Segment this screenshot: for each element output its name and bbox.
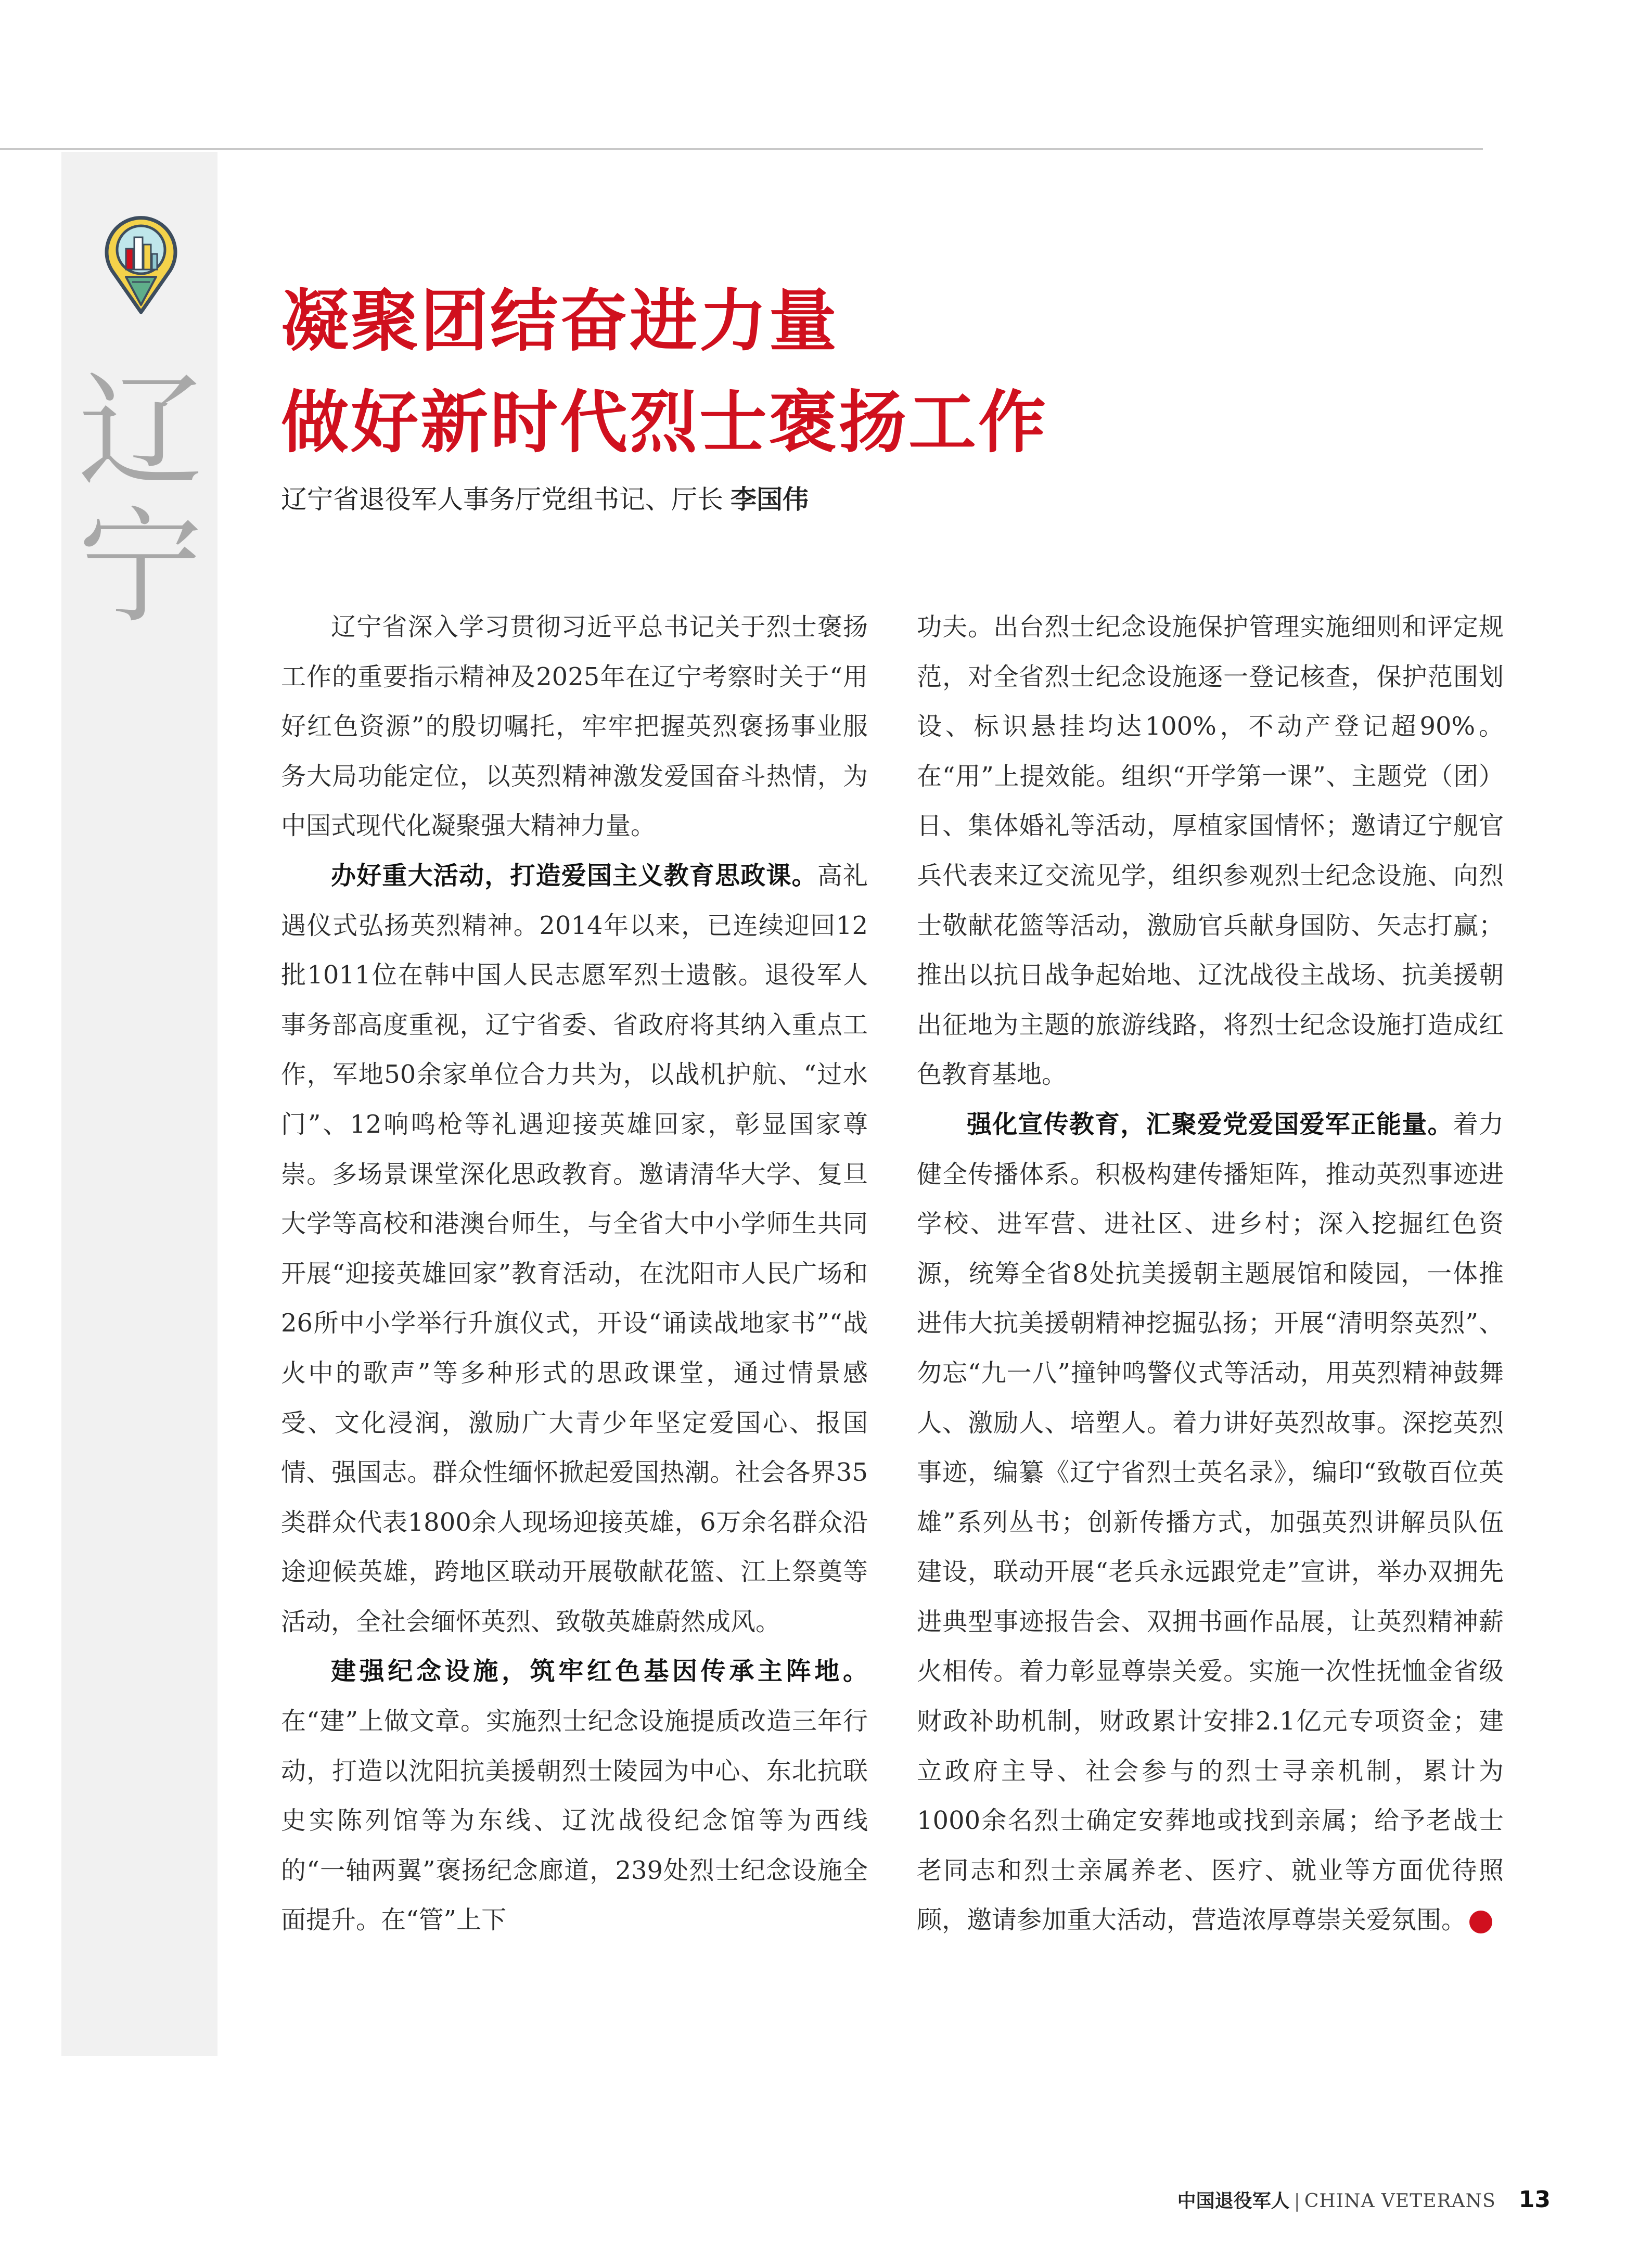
section-heading-facilities: 建强纪念设施，筑牢红色基因传承主阵地。: [331, 1657, 868, 1686]
footer-separator: |: [1294, 2190, 1300, 2212]
page-number: 13: [1518, 2186, 1551, 2213]
magazine-name-en: CHINA VETERANS: [1304, 2190, 1496, 2212]
article-title: [281, 271, 1426, 473]
end-mark-icon: V: [1469, 1911, 1492, 1933]
byline: [281, 481, 1426, 518]
paragraph-intro: 辽宁省深入学习贯彻习近平总书记关于烈士褒扬工作的重要指示精神及2025年在辽宁考察时关于“用好红色资源”的殷切嘱托，牢牢把握英烈褒扬事业服务大局功能定位，以英烈精神激发爱国奋斗热情，为中国式现代化凝聚强大精神力量。: [281, 612, 868, 841]
body-column-right: [917, 603, 1532, 1945]
author-role: 辽宁省退役军人事务厅党组书记、厅长: [281, 484, 723, 515]
body-column-left: [281, 603, 868, 1945]
paragraph-activities: 办好重大活动，打造爱国主义教育思政课。高礼遇仪式弘扬英烈精神。2014年以来，已连续迎回12批1011位在韩中国人民志愿军烈士遗骸。退役军人事务部高度重视，辽宁省委、省政府将其纳入重点工作，军地50余家单位合力共为，以战机护航、“过水门”、12响鸣枪等礼遇迎接英雄回家，彰显国家尊崇。多场景课堂深化思政教育。邀请清华大学、复旦大学等高校和港澳台师生，与全省大中小学师生共同开展“迎接英雄回家”教育活动，在沈阳市人民广场和26所中小学举行升旗仪式，开设“诵读战地家书”“战火中的歌声”等多种形式的思政课堂，通过情景感受、文化浸润，激励广大青少年坚定爱国心、报国情、强国志。群众性缅怀掀起爱国热潮。社会各界35类群众代表1800余人现场迎接英雄，6万余名群众沿途迎候英雄，跨地区联动开展敬献花篮、江上祭奠等活动，全社会缅怀英烈、致敬英雄蔚然成风。: [281, 861, 868, 1636]
top-rule: [0, 148, 1483, 150]
region-label: 辽宁: [78, 359, 203, 640]
page-footer: [1119, 2186, 1551, 2213]
title-line-1: 凝聚团结奋进力量: [281, 281, 839, 361]
paragraph-facilities-continued: 功夫。出台烈士纪念设施保护管理实施细则和评定规范，对全省烈士纪念设施逐一登记核查，保护范围划设、标识悬挂均达100%，不动产登记超90%。在“用”上提效能。组织“开学第一课”、主题党（团）日、集体婚礼等活动，厚植家国情怀；邀请辽宁舰官兵代表来辽交流见学，组织参观烈士纪念设施、向烈士敬献花篮等活动，激励官兵献身国防、矢志打赢；推出以抗日战争起始地、辽沈战役主战场、抗美援朝出征地为主题的旅游线路，将烈士纪念设施打造成红色教育基地。: [917, 612, 1504, 1090]
paragraph-facilities: 建强纪念设施，筑牢红色基因传承主阵地。在“建”上做文章。实施烈士纪念设施提质改造三年行动，打造以沈阳抗美援朝烈士陵园为中心、东北抗联史实陈列馆等为东线、辽沈战役纪念馆等为西线的“一轴两翼”褒扬纪念廊道，239处烈士纪念设施全面提升。在“管”上下: [281, 1657, 868, 1935]
city-location-pin-icon: [102, 212, 180, 316]
magazine-name-cn: 中国退役军人: [1177, 2190, 1290, 2212]
section-heading-publicity: 强化宣传教育，汇聚爱党爱国爱军正能量。: [967, 1109, 1453, 1139]
author-name: 李国伟: [731, 484, 809, 515]
paragraph-publicity: 强化宣传教育，汇聚爱党爱国爱军正能量。着力健全传播体系。积极构建传播矩阵，推动英烈事迹进学校、进军营、进社区、进乡村；深入挖掘红色资源，统筹全省8处抗美援朝主题展馆和陵园，一体推进伟大抗美援朝精神挖掘弘扬；开展“清明祭英烈”、勿忘“九一八”撞钟鸣警仪式等活动，用英烈精神鼓舞人、激励人、培塑人。着力讲好英烈故事。深挖英烈事迹，编纂《辽宁省烈士英名录》，编印“致敬百位英雄”系列丛书；创新传播方式，加强英烈讲解员队伍建设，联动开展“老兵永远跟党走”宣讲，举办双拥先进典型事迹报告会、双拥书画作品展，让英烈精神薪火相传。着力彰显尊崇关爱。实施一次性抚恤金省级财政补助机制，财政累计安排2.1亿元专项资金；建立政府主导、社会参与的烈士寻亲机制，累计为1000余名烈士确定安葬地或找到亲属；给予老战士老同志和烈士亲属养老、医疗、就业等方面优待照顾，邀请参加重大活动，营造浓厚尊崇关爱氛围。 V: [917, 1109, 1532, 1935]
section-heading-activities: 办好重大活动，打造爱国主义教育思政课。: [331, 861, 817, 890]
title-line-2: 做好新时代烈士褒扬工作: [281, 383, 1048, 462]
